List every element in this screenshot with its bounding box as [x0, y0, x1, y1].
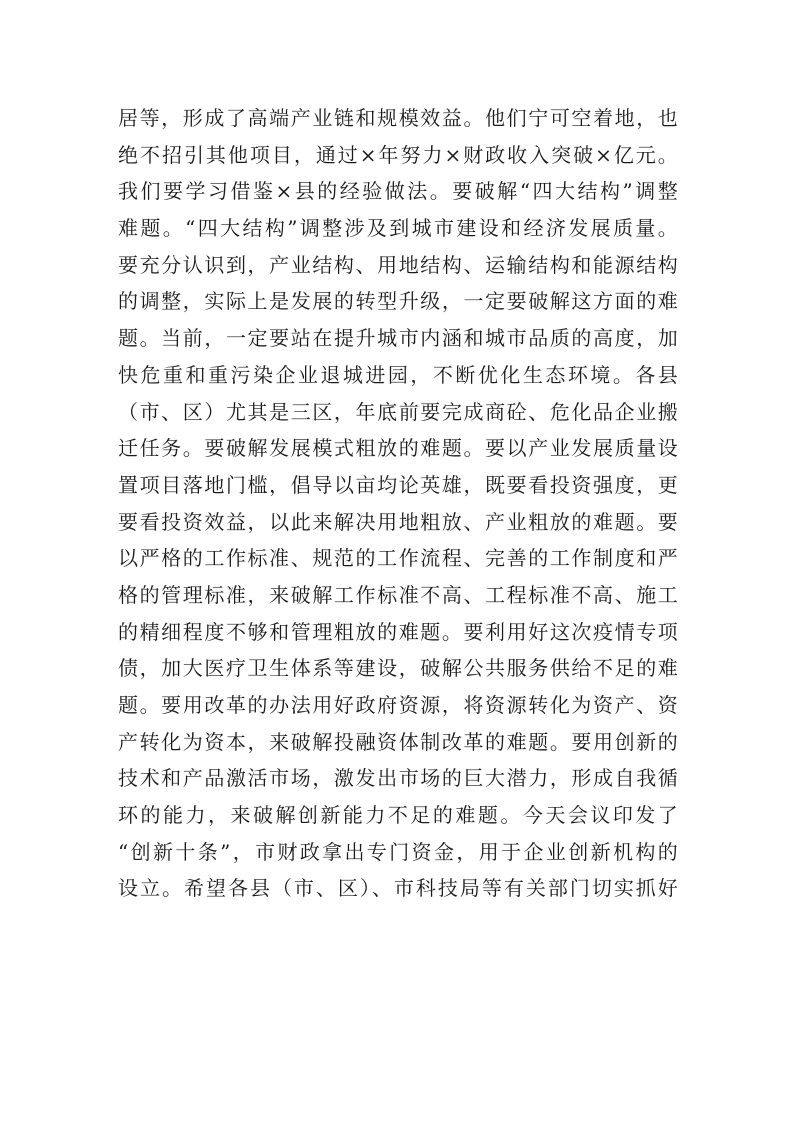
text-line: 快危重和重污染企业退城进园，不断优化生态环境。各县 — [118, 362, 678, 387]
text-line: 要看投资效益，以此来解决用地粗放、产业粗放的难题。要 — [118, 509, 678, 534]
text-line: 题。要用改革的办法用好政府资源，将资源转化为资产、资 — [118, 693, 678, 717]
text-line: 迁任务。要破解发展模式粗放的难题。要以产业发展质量设 — [118, 436, 678, 461]
body-paragraph — [118, 100, 678, 907]
text-line: 技术和产品激活市场，激发出市场的巨大潜力，形成自我循 — [118, 766, 678, 791]
text-line: 债，加大医疗卫生体系等建设，破解公共服务供给不足的难 — [118, 656, 678, 681]
text-line: 以严格的工作标准、规范的工作流程、完善的工作制度和严 — [118, 546, 678, 571]
text-line: 绝不招引其他项目，通过×年努力×财政收入突破×亿元。 — [118, 142, 678, 167]
text-line: 产转化为资本，来破解投融资体制改革的难题。要用创新的 — [118, 729, 678, 754]
text-line: （市、区）尤其是三区，年底前要完成商砼、危化品企业搬 — [118, 399, 678, 424]
text-line: 格的管理标准，来破解工作标准不高、工程标准不高、施工 — [118, 582, 678, 607]
text-line: 难题。“四大结构”调整涉及到城市建设和经济发展质量。 — [118, 216, 678, 241]
text-line: 设立。希望各县（市、区）、市科技局等有关部门切实抓好 — [118, 876, 678, 901]
text-line: 的调整，实际上是发展的转型升级，一定要破解这方面的难 — [118, 289, 678, 314]
text-line: 题。当前，一定要站在提升城市内涵和城市品质的高度，加 — [118, 326, 678, 351]
text-line: 居等，形成了高端产业链和规模效益。他们宁可空着地，也 — [118, 106, 678, 130]
text-line: 要充分认识到，产业结构、用地结构、运输结构和能源结构 — [118, 252, 678, 277]
text-line: “创新十条”，市财政拿出专门资金，用于企业创新机构的 — [118, 839, 678, 864]
text-line: 置项目落地门槛，倡导以亩均论英雄，既要看投资强度，更 — [118, 472, 678, 497]
text-line: 我们要学习借鉴×县的经验做法。要破解“四大结构”调整 — [118, 179, 678, 204]
text-line: 的精细程度不够和管理粗放的难题。要利用好这次疫情专项 — [118, 619, 678, 644]
text-line: 环的能力，来破解创新能力不足的难题。今天会议印发了 — [118, 803, 678, 828]
